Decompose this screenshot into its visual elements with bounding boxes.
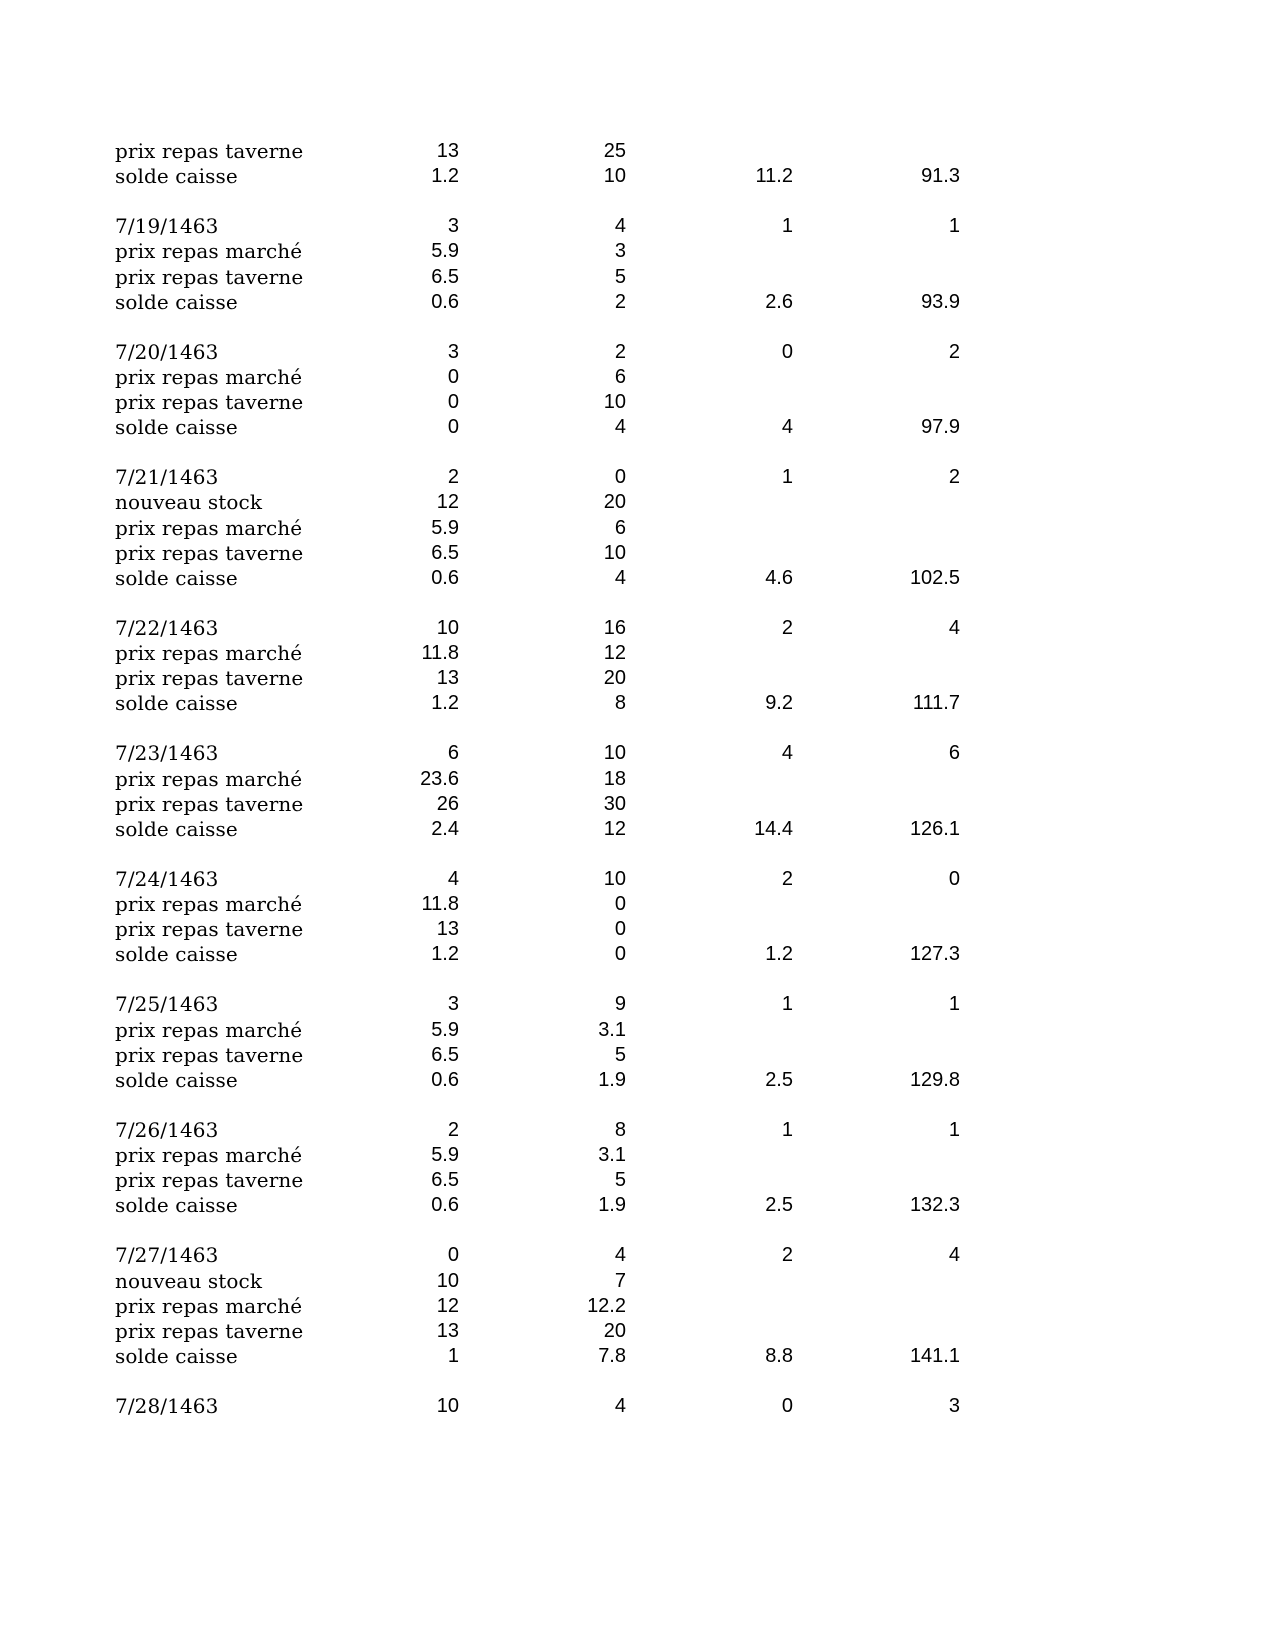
value-cell-col-3 [630,364,793,390]
value-cell-col-3 [630,766,793,792]
value-cell-col-3 [630,238,793,264]
value-cell-col-4 [800,515,960,541]
value-cell-col-3: 1 [781,993,793,1016]
value-cell-col-4: 93.9 [921,290,960,313]
value-cell-col-3: 9.2 [765,692,793,715]
value-cell-col-1: 0.6 [431,1068,459,1091]
value-cell-col-4 [800,1042,960,1068]
value-cell-col-3: 1 [781,1118,793,1141]
value-cell-col-1: 0 [447,416,459,439]
table-row [0,1042,1275,1068]
value-cell-col-2: 12 [603,817,626,840]
row-label-cell: nouveau stock [115,490,263,515]
value-cell-col-4 [800,1268,960,1294]
table-row [0,565,1275,591]
table-row [0,991,1275,1017]
value-cell-col-3 [630,389,793,415]
value-cell-col-2: 4 [614,566,626,589]
value-cell-col-1: 13 [436,918,459,941]
value-cell-col-3 [630,1017,793,1043]
table-row [0,364,1275,390]
value-cell-col-2: 9 [614,993,626,1016]
value-cell-col-3: 1 [781,466,793,489]
table-row [0,138,1275,164]
value-cell-col-4: 2 [948,466,960,489]
value-cell-col-2: 3 [614,240,626,263]
table-row [0,1293,1275,1319]
value-cell-col-4: 3 [948,1395,960,1417]
value-cell-col-2: 10 [603,391,626,413]
table-row [0,615,1275,641]
value-cell-col-4 [800,916,960,942]
table-row [0,540,1275,566]
row-label-cell: prix repas marché [115,1143,303,1167]
value-cell-col-3: 4 [781,742,793,765]
value-cell-col-4: 102.5 [909,566,960,589]
row-label-cell: prix repas taverne [115,264,304,289]
value-cell-col-4 [800,364,960,390]
row-label-cell: 7/22/1463 [115,615,219,640]
row-label-cell: solde caisse [115,1343,238,1368]
value-cell-col-2: 10 [603,541,626,564]
row-label-cell: 7/25/1463 [115,992,219,1017]
row-label-cell: prix repas taverne [115,666,304,691]
value-cell-col-3: 2 [781,616,793,639]
row-label-cell: solde caisse [115,565,238,590]
value-cell-col-4: 126.1 [909,817,960,840]
value-cell-col-1: 5.9 [431,1144,459,1166]
value-cell-col-2: 0 [614,918,626,941]
value-cell-col-1: 1 [447,1344,459,1367]
value-cell-col-2: 16 [603,616,626,639]
value-cell-col-3: 2.5 [765,1194,793,1217]
value-cell-col-3 [630,791,793,817]
value-cell-col-1: 0.6 [431,290,459,313]
value-cell-col-1: 11.8 [421,893,459,915]
value-cell-col-1: 6.5 [431,1043,459,1066]
value-cell-col-2: 2 [614,340,626,363]
table-row [0,690,1275,716]
table-row [0,740,1275,766]
value-cell-col-2: 7 [614,1269,626,1292]
table-row [0,163,1275,189]
value-cell-col-3 [630,640,793,666]
table-row [0,1117,1275,1143]
value-cell-col-2: 5 [614,1043,626,1066]
value-cell-col-2: 20 [603,491,626,514]
row-label-cell: prix repas marché [115,892,303,916]
value-cell-col-1: 1.2 [431,943,459,966]
table-row [0,816,1275,842]
row-label-cell: 7/23/1463 [115,741,219,766]
row-label-cell: 7/19/1463 [115,214,219,239]
row-label-cell: solde caisse [115,1067,238,1092]
value-cell-col-2: 20 [603,1319,626,1342]
row-label-cell: prix repas taverne [115,1318,304,1343]
value-cell-col-2: 7.8 [598,1344,626,1367]
value-cell-col-4 [800,540,960,566]
value-cell-col-3 [630,1042,793,1068]
value-cell-col-2: 4 [614,1395,626,1417]
value-cell-col-2: 4 [614,416,626,439]
value-cell-col-2: 18 [603,767,626,790]
value-cell-col-3: 4 [781,416,793,439]
value-cell-col-3 [630,1167,793,1193]
value-cell-col-1: 0 [447,1244,459,1267]
value-cell-col-3: 4.6 [765,566,793,589]
table-row [0,1393,1275,1419]
row-label-cell: 7/27/1463 [115,1243,219,1268]
table-row [0,1017,1275,1043]
table-row [0,1192,1275,1218]
value-cell-col-1: 12 [436,491,459,514]
row-label-cell: solde caisse [115,816,238,841]
value-cell-col-4: 0 [948,867,960,890]
row-label-cell: solde caisse [115,289,238,314]
value-cell-col-3 [630,489,793,515]
value-cell-col-3 [630,138,793,164]
value-cell-col-4 [800,264,960,290]
value-cell-col-1: 12 [436,1294,459,1317]
value-cell-col-3: 14.4 [754,817,793,840]
value-cell-col-4 [800,1142,960,1168]
value-cell-col-2: 0 [614,893,626,915]
value-cell-col-2: 0 [614,466,626,489]
value-cell-col-4: 132.3 [909,1194,960,1217]
row-label-cell: 7/21/1463 [115,465,219,490]
value-cell-col-2: 5 [614,1169,626,1192]
table-row [0,941,1275,967]
value-cell-col-1: 5.9 [431,1018,459,1041]
table-row [0,264,1275,290]
value-cell-col-2: 5 [614,265,626,288]
value-cell-col-3: 8.8 [765,1344,793,1367]
table-row [0,1242,1275,1268]
table-row [0,238,1275,264]
value-cell-col-1: 2 [447,1118,459,1141]
value-cell-col-3 [630,540,793,566]
value-cell-col-3 [630,1268,793,1294]
value-cell-col-4 [800,489,960,515]
value-cell-col-4 [800,1318,960,1344]
value-cell-col-4: 1 [948,1118,960,1141]
value-cell-col-4: 4 [948,616,960,639]
value-cell-col-1: 2 [447,466,459,489]
row-label-cell: prix repas marché [115,515,303,540]
value-cell-col-3 [630,1318,793,1344]
table-row [0,1268,1275,1294]
value-cell-col-1: 6 [447,742,459,765]
row-label-cell: prix repas taverne [115,1168,304,1193]
table-row [0,489,1275,515]
value-cell-col-3: 2 [781,867,793,890]
table-row [0,1343,1275,1369]
value-cell-col-4: 6 [948,742,960,765]
value-cell-col-2: 25 [603,140,626,162]
value-cell-col-4: 129.8 [909,1068,960,1091]
value-cell-col-2: 4 [614,1244,626,1267]
value-cell-col-2: 10 [603,867,626,890]
table-row [0,464,1275,490]
value-cell-col-4 [800,238,960,264]
value-cell-col-1: 1.2 [431,165,459,188]
table-row [0,665,1275,691]
value-cell-col-1: 6.5 [431,541,459,564]
row-label-cell: prix repas taverne [115,917,304,942]
value-cell-col-1: 23.6 [420,767,459,790]
value-cell-col-3 [630,1293,793,1319]
value-cell-col-1: 0.6 [431,566,459,589]
value-cell-col-2: 8 [614,692,626,715]
row-label-cell: solde caisse [115,1193,238,1218]
row-label-cell: prix repas taverne [115,540,304,565]
value-cell-col-4 [800,389,960,415]
value-cell-col-2: 30 [603,792,626,815]
value-cell-col-1: 5.9 [431,516,459,539]
row-label-cell: prix repas taverne [115,139,304,163]
value-cell-col-1: 10 [436,1269,459,1292]
table-row [0,891,1275,917]
value-cell-col-4 [800,1167,960,1193]
table-row [0,916,1275,942]
value-cell-col-1: 6.5 [431,1169,459,1192]
value-cell-col-2: 3.1 [598,1144,626,1166]
value-cell-col-4: 1 [948,215,960,238]
value-cell-col-1: 10 [436,616,459,639]
value-cell-col-2: 12.2 [587,1294,626,1317]
row-label-cell: prix repas taverne [115,390,304,414]
value-cell-col-2: 3.1 [598,1018,626,1041]
value-cell-col-3 [630,264,793,290]
table-row [0,515,1275,541]
value-cell-col-1: 4 [447,867,459,890]
value-cell-col-1: 0.6 [431,1194,459,1217]
value-cell-col-2: 20 [603,667,626,690]
value-cell-col-2: 0 [614,943,626,966]
value-cell-col-1: 13 [436,140,459,162]
value-cell-col-2: 1.9 [598,1068,626,1091]
row-label-cell: solde caisse [115,164,238,189]
value-cell-col-3: 0 [781,340,793,363]
value-cell-col-3: 2.6 [765,290,793,313]
row-label-cell: solde caisse [115,942,238,967]
row-label-cell: 7/24/1463 [115,866,219,891]
value-cell-col-3: 2.5 [765,1068,793,1091]
value-cell-col-4 [800,1293,960,1319]
row-label-cell: solde caisse [115,415,238,440]
value-cell-col-1: 0 [447,365,459,388]
value-cell-col-2: 2 [614,290,626,313]
value-cell-col-4: 111.7 [912,692,960,715]
value-cell-col-4 [800,891,960,917]
row-label-cell: prix repas marché [115,239,303,264]
table-row [0,1318,1275,1344]
value-cell-col-4: 97.9 [921,416,960,439]
value-cell-col-3 [630,1142,793,1168]
row-label-cell: prix repas taverne [115,1042,304,1067]
value-cell-col-4 [800,791,960,817]
table-row [0,1167,1275,1193]
value-cell-col-4 [800,665,960,691]
row-label-cell: prix repas marché [115,364,303,389]
value-cell-col-4: 91.3 [921,165,960,188]
row-label-cell: prix repas marché [115,766,303,791]
value-cell-col-3 [630,891,793,917]
row-label-cell: solde caisse [115,691,238,716]
row-label-cell: 7/28/1463 [115,1394,219,1418]
value-cell-col-1: 2.4 [431,817,459,840]
value-cell-col-3: 2 [781,1244,793,1267]
table-row [0,389,1275,415]
row-label-cell: 7/26/1463 [115,1117,219,1142]
value-cell-col-1: 1.2 [431,692,459,715]
table-row [0,414,1275,440]
value-cell-col-1: 10 [436,1395,459,1417]
value-cell-col-1: 13 [436,667,459,690]
row-label-cell: prix repas marché [115,641,303,665]
value-cell-col-3: 11.2 [755,165,793,188]
value-cell-col-3 [630,515,793,541]
value-cell-col-2: 12 [603,642,626,664]
value-cell-col-1: 6.5 [431,265,459,288]
value-cell-col-1: 3 [447,215,459,238]
value-cell-col-3: 0 [781,1395,793,1417]
table-row [0,791,1275,817]
value-cell-col-2: 8 [614,1118,626,1141]
table-row [0,766,1275,792]
table-row [0,640,1275,666]
row-label-cell: prix repas taverne [115,791,304,816]
value-cell-col-4: 1 [948,993,960,1016]
row-label-cell: nouveau stock [115,1268,263,1293]
value-cell-col-2: 4 [614,215,626,238]
row-label-cell: prix repas marché [115,1017,303,1042]
value-cell-col-3 [630,665,793,691]
value-cell-col-1: 26 [436,792,459,815]
value-cell-col-2: 10 [603,165,626,188]
value-cell-col-2: 6 [614,365,626,388]
row-label-cell: 7/20/1463 [115,339,219,364]
value-cell-col-1: 11.8 [421,642,459,664]
row-label-cell: prix repas marché [115,1293,303,1318]
value-cell-col-1: 3 [447,340,459,363]
value-cell-col-2: 1.9 [598,1194,626,1217]
table-row [0,1067,1275,1093]
value-cell-col-4 [800,1017,960,1043]
table-row [0,1142,1275,1168]
value-cell-col-3: 1 [781,215,793,238]
value-cell-col-1: 3 [447,993,459,1016]
table-row [0,339,1275,365]
value-cell-col-4: 141.1 [909,1344,960,1367]
value-cell-col-3 [630,916,793,942]
value-cell-col-1: 13 [436,1319,459,1342]
value-cell-col-2: 6 [614,516,626,539]
value-cell-col-2: 10 [603,742,626,765]
value-cell-col-4 [800,640,960,666]
value-cell-col-3: 1.2 [765,943,793,966]
table-row [0,213,1275,239]
value-cell-col-1: 0 [447,391,459,413]
table-row [0,289,1275,315]
value-cell-col-4: 4 [948,1244,960,1267]
value-cell-col-1: 5.9 [431,240,459,263]
table-row [0,866,1275,892]
value-cell-col-4 [800,766,960,792]
value-cell-col-4: 127.3 [909,943,960,966]
value-cell-col-4: 2 [948,340,960,363]
value-cell-col-4 [800,138,960,164]
